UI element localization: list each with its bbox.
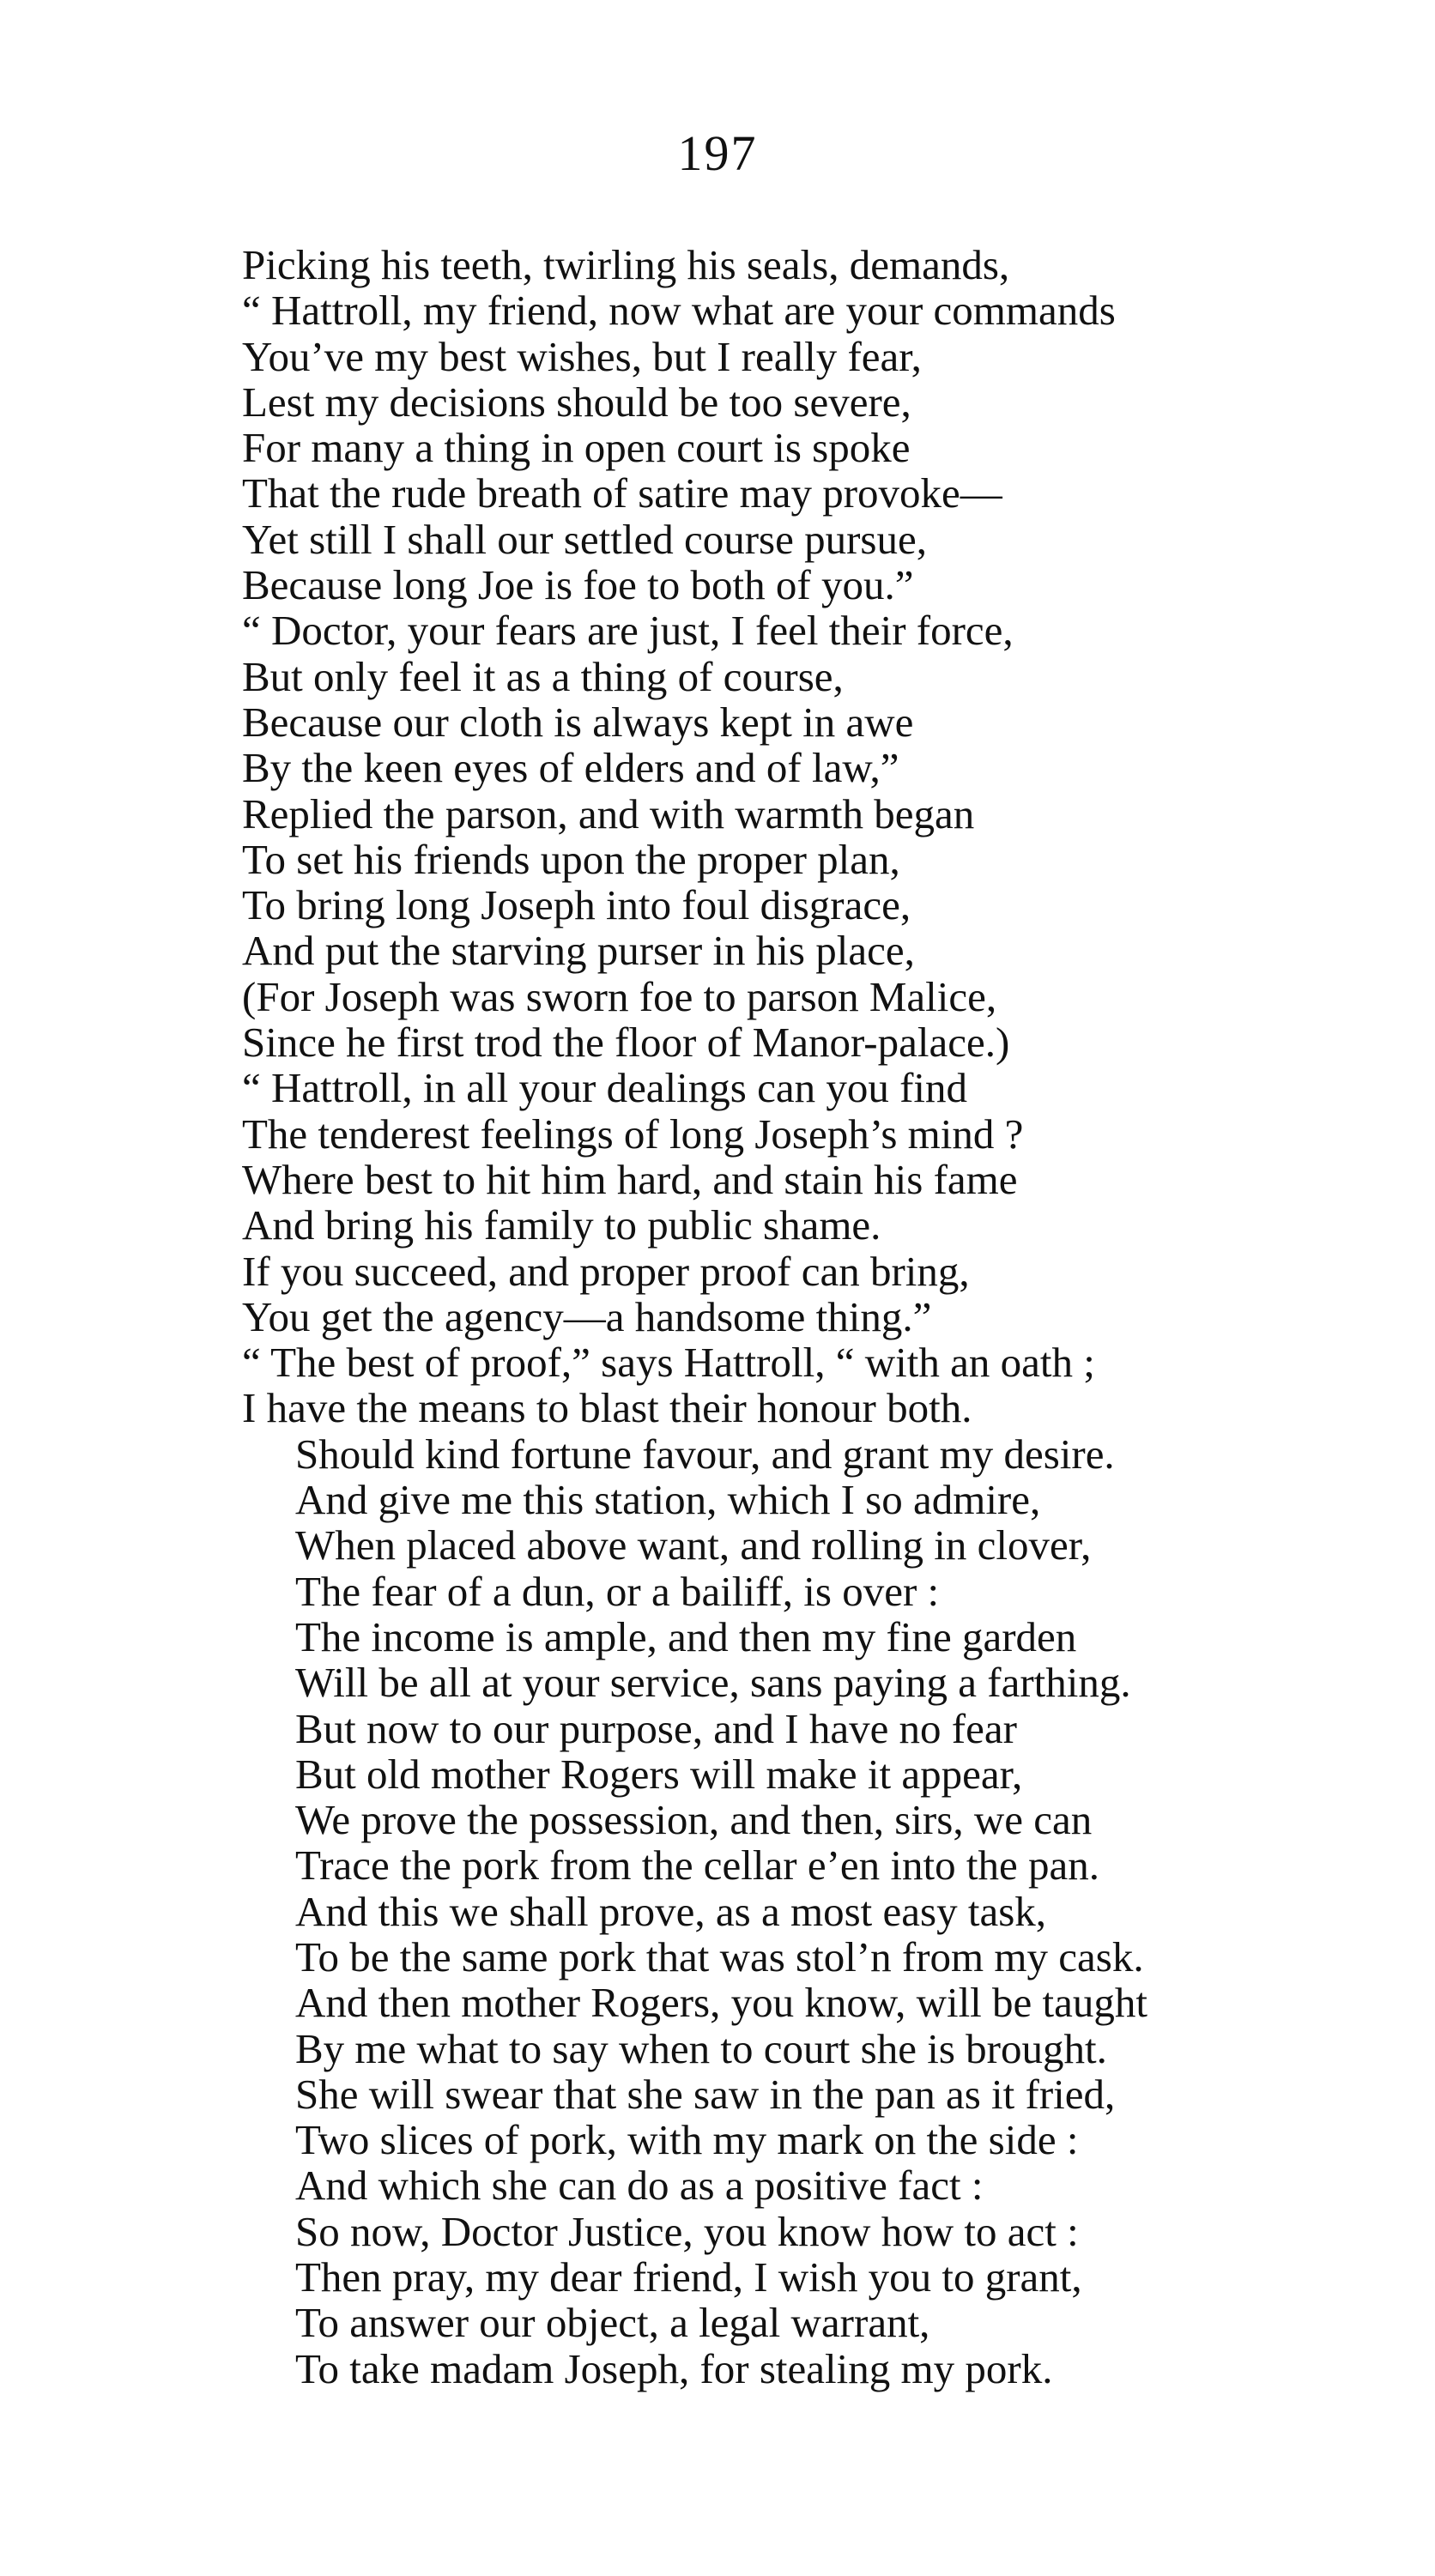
poem-line: To answer our object, a legal warrant, — [295, 2299, 930, 2347]
poem-line: By the keen eyes of elders and of law,” — [242, 744, 899, 792]
poem-line: She will swear that she saw in the pan as it fried, — [295, 2070, 1116, 2118]
poem-line: “ The best of proof,” says Hattroll, “ with an oath ; — [242, 1339, 1095, 1387]
poem-line: If you succeed, and proper proof can bring, — [242, 1247, 970, 1295]
poem-line: Lest my decisions should be too severe, — [242, 378, 911, 426]
poem-line: That the rude breath of satire may provoke— — [242, 469, 1002, 517]
poem-line: So now, Doctor Justice, you know how to act : — [295, 2207, 1079, 2255]
poem-line: Will be all at your service, sans paying a farthing. — [295, 1659, 1131, 1707]
poem-line: Then pray, my dear friend, I wish you to grant, — [295, 2253, 1082, 2301]
poem-line: Where best to hit him hard, and stain his fame — [242, 1155, 1018, 1203]
poem-line: The tenderest feelings of long Joseph’s mind ? — [242, 1110, 1024, 1158]
poem-line: But old mother Rogers will make it appear, — [295, 1750, 1023, 1798]
poem-line: Because long Joe is foe to both of you.” — [242, 561, 914, 609]
poem-line: (For Joseph was sworn foe to parson Malice, — [242, 972, 997, 1020]
poem-line: Picking his teeth, twirling his seals, demands, — [242, 241, 1010, 288]
poem-text — [242, 242, 1409, 2392]
poem-line: “ Hattroll, my friend, now what are your commands — [242, 287, 1116, 335]
poem-line: When placed above want, and rolling in clover, — [295, 1521, 1092, 1569]
poem-line: Two slices of pork, with my mark on the side : — [295, 2116, 1079, 2164]
poem-line: The income is ample, and then my fine garden — [295, 1612, 1077, 1660]
poem-line: Replied the parson, and with warmth began — [242, 789, 975, 838]
poem-line: The fear of a dun, or a bailiff, is over : — [295, 1567, 940, 1615]
poem-line: Because our cloth is always kept in awe — [242, 698, 914, 746]
poem-line: To bring long Joseph into foul disgrace, — [242, 881, 911, 929]
poem-line: You get the agency—a handsome thing.” — [242, 1292, 932, 1340]
poem-line: And give me this station, which I so admire, — [295, 1476, 1041, 1524]
poem-line: Yet still I shall our settled course pursue, — [242, 515, 927, 563]
poem-line: To be the same pork that was stol’n from my cask. — [295, 1932, 1144, 1980]
poem-line: We prove the possession, and then, sirs, we can — [295, 1796, 1093, 1844]
poem-line: Since he first trod the floor of Manor-palace.) — [242, 1019, 1010, 1067]
poem-line: Should kind fortune favour, and grant my desire. — [295, 1430, 1115, 1478]
poem-line: For many a thing in open court is spoke — [242, 424, 911, 472]
poem-line: But now to our purpose, and I have no fear — [295, 1704, 1017, 1752]
poem-line: “ Hattroll, in all your dealings can you find — [242, 1064, 968, 1112]
poem-line: And bring his family to public shame. — [242, 1201, 881, 1249]
poem-line: You’ve my best wishes, but I really fear, — [242, 332, 922, 380]
poem-line: “ Doctor, your fears are just, I feel their force, — [242, 607, 1014, 655]
poem-line: To set his friends upon the proper plan, — [242, 835, 900, 883]
poem-line: But only feel it as a thing of course, — [242, 652, 844, 700]
poem-line: And put the starving purser in his place, — [242, 927, 915, 975]
poem-line: Trace the pork from the cellar e’en into the pan. — [295, 1841, 1100, 1890]
page-number: 197 — [677, 125, 758, 181]
poem-line: And then mother Rogers, you know, will be taught — [295, 1979, 1148, 2027]
poem-line: I have the means to blast their honour both. — [242, 1384, 972, 1432]
poem-line: By me what to say when to court she is brought. — [295, 2024, 1107, 2072]
poem-line: And this we shall prove, as a most easy task, — [295, 1887, 1047, 1935]
poem-line: To take madam Joseph, for stealing my pork. — [295, 2344, 1053, 2392]
poem-line: And which she can do as a positive fact : — [295, 2162, 984, 2210]
